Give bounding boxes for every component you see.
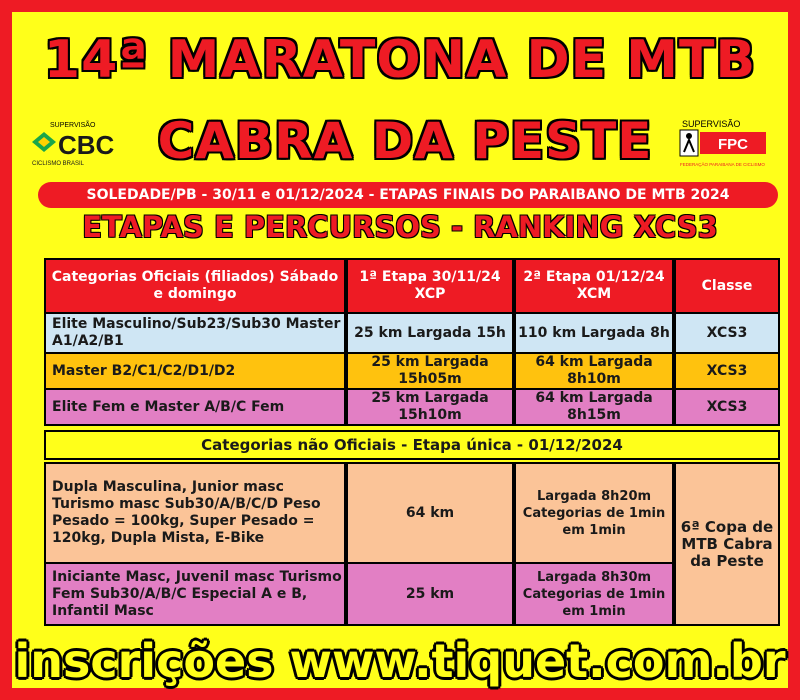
table-header-row: [44, 258, 780, 314]
row-stage2: 110 km Largada 8h: [514, 312, 674, 354]
row-class: XCS3: [674, 388, 780, 426]
unofficial-header: Categorias não Oficiais - Etapa única - 01/12/2024: [44, 430, 780, 460]
row-stage2: 64 km Largada 8h15m: [514, 388, 674, 426]
table-row: [44, 388, 780, 426]
fpc-name: FPC: [718, 136, 748, 153]
row-start: Largada 8h20m Categorias de 1min em 1min: [514, 462, 674, 564]
event-title: 14ª MARATONA DE MTB: [43, 30, 757, 90]
fpc-tagline: FEDERAÇÃO PARAIBANA DE CICLISMO: [680, 162, 765, 167]
row-distance: 64 km: [346, 462, 514, 564]
cbc-name: CBC: [58, 130, 115, 160]
header-class: Classe: [674, 258, 780, 314]
cbc-tagline: CICLISMO BRASIL: [32, 161, 85, 167]
row-class: XCS3: [674, 312, 780, 354]
row-stage1: 25 km Largada 15h05m: [346, 352, 514, 390]
table-row: [44, 462, 674, 564]
event-info-bar: SOLEDADE/PB - 30/11 e 01/12/2024 - ETAPAS FINAIS DO PARAIBANO DE MTB 2024: [38, 182, 778, 208]
fpc-logo: [678, 118, 770, 170]
section-title: ETAPAS E PERCURSOS - RANKING XCS3: [82, 210, 718, 244]
table-row: [44, 562, 674, 626]
row-categories: Iniciante Masc, Juvenil masc Turismo Fem Sub30/A/B/C Especial A e B, Infantil Masc: [44, 562, 346, 626]
row-stage1: 25 km Largada 15h: [346, 312, 514, 354]
cbc-supervision: SUPERVISÃO: [50, 122, 96, 129]
registration-link[interactable]: inscrições www.tiquet.com.br: [14, 634, 786, 688]
row-stage2: 64 km Largada 8h10m: [514, 352, 674, 390]
table-row: [44, 352, 780, 390]
row-categories: Master B2/C1/C2/D1/D2: [44, 352, 346, 390]
header-stage1: 1ª Etapa 30/11/24 XCP: [346, 258, 514, 314]
row-stage1: 25 km Largada 15h10m: [346, 388, 514, 426]
row-categories: Dupla Masculina, Junior masc Turismo masc Sub30/A/B/C/D Peso Pesado = 100kg, Super Pesado = 120kg, Dupla Mista, E-Bike: [44, 462, 346, 564]
cup-note: 6ª Copa de MTB Cabra da Peste: [674, 462, 780, 626]
header-stage2: 2ª Etapa 01/12/24 XCM: [514, 258, 674, 314]
row-start: Largada 8h30m Categorias de 1min em 1min: [514, 562, 674, 626]
header-categories: Categorias Oficiais (filiados) Sábado e domingo: [44, 258, 346, 314]
cbc-logo: [30, 120, 126, 168]
row-categories: Elite Fem e Master A/B/C Fem: [44, 388, 346, 426]
row-class: XCS3: [674, 352, 780, 390]
row-distance: 25 km: [346, 562, 514, 626]
fpc-supervision: SUPERVISÃO: [682, 119, 741, 129]
table-row: [44, 312, 780, 354]
event-subtitle: CABRA DA PESTE: [157, 112, 653, 170]
row-categories: Elite Masculino/Sub23/Sub30 Master A1/A2/B1: [44, 312, 346, 354]
unofficial-header-row: [44, 430, 780, 460]
